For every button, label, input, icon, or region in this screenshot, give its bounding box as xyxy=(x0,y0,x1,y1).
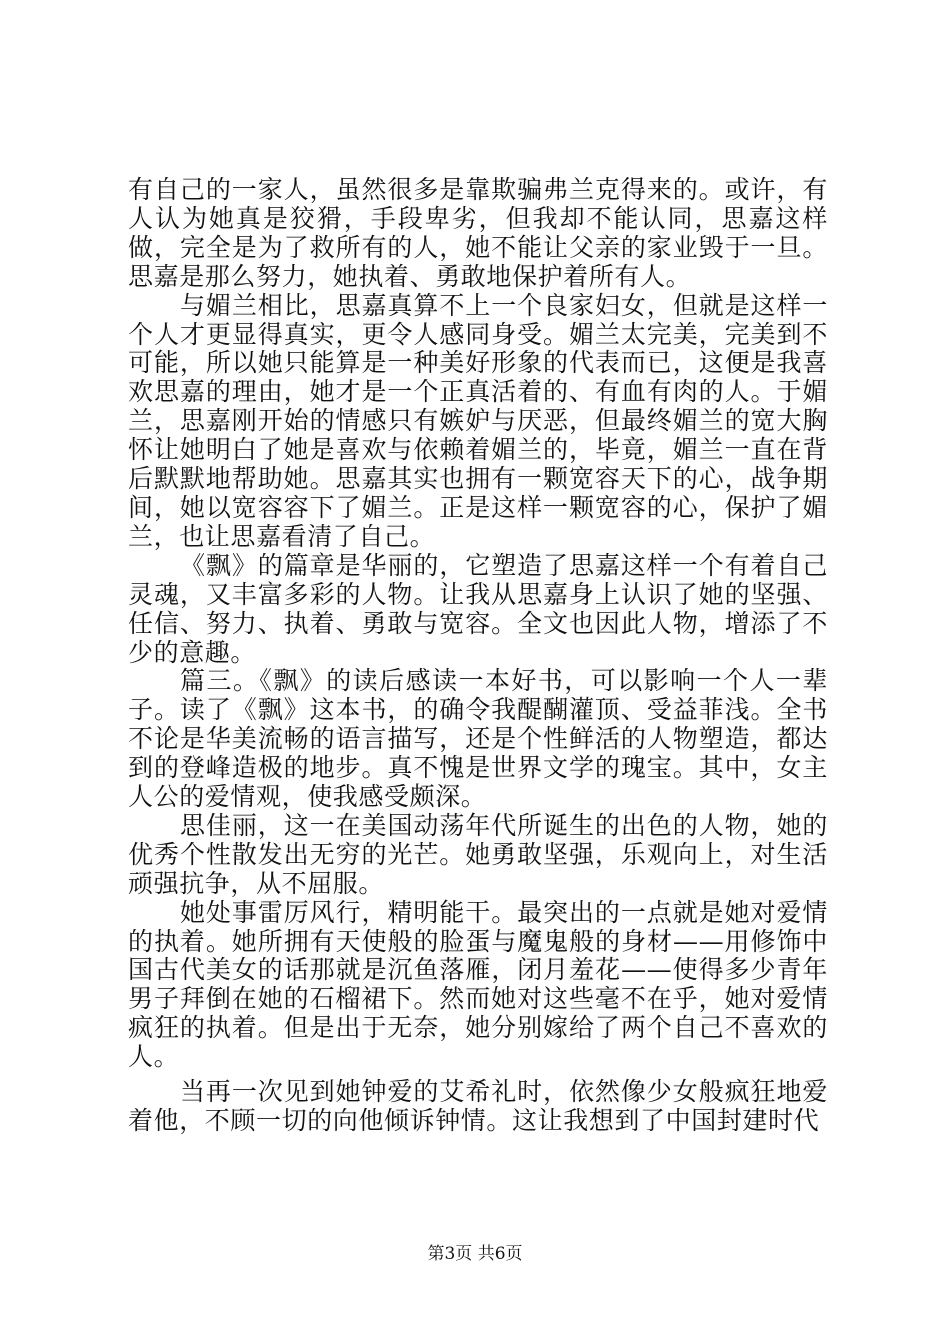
paragraph: 思佳丽，这一在美国动荡年代所诞生的出色的人物，她的优秀个性散发出无穷的光芒。她勇敢坚强，乐观向上，对生活顽强抗争，从不屈服。 xyxy=(128,810,828,898)
paragraph: 与媚兰相比，思嘉真算不上一个良家妇女，但就是这样一个人才更显得真实，更令人感同身受。媚兰太完美，完美到不可能，所以她只能算是一种美好形象的代表而已，这便是我喜欢思嘉的理由，她才是一个正真活着的、有血有肉的人。于媚兰，思嘉刚开始的情感只有嫉妒与厌恶，但最终媚兰的宽大胸怀让她明白了她是喜欢与依赖着媚兰的，毕竟，媚兰一直在背后默默地帮助她。思嘉其实也拥有一颗宽容天下的心，战争期间，她以宽容容下了媚兰。正是这样一颗宽容的心，保护了媚兰，也让思嘉看清了自己。 xyxy=(128,290,828,551)
paragraph: 《飘》的篇章是华丽的，它塑造了思嘉这样一个有着自己灵魂，又丰富多彩的人物。让我从思嘉身上认识了她的坚强、任信、努力、执着、勇敢与宽容。全文也因此人物，增添了不少的意趣。 xyxy=(128,550,828,667)
page-number-footer: 第3页 共6页 xyxy=(427,1244,523,1264)
paragraph: 她处事雷厉风行，精明能干。最突出的一点就是她对爱情的执着。她所拥有天使般的脸蛋与魔鬼般的身材——用修饰中国古代美女的话那就是沉鱼落雁，闭月羞花——使得多少青年男子拜倒在她的石榴裙下。然而她对这些毫不在乎，她对爱情疯狂的执着。但是出于无奈，她分别嫁给了两个自己不喜欢的人。 xyxy=(128,897,828,1072)
document-body xyxy=(128,176,828,1136)
paragraph-continued: 有自己的一家人，虽然很多是靠欺骗弗兰克得来的。或许，有人认为她真是狡猾，手段卑劣，但我却不能认同，思嘉这样做，完全是为了救所有的人，她不能让父亲的家业毁于一旦。思嘉是那么努力，她执着、勇敢地保护着所有人。 xyxy=(128,175,828,291)
paragraph: 当再一次见到她钟爱的艾希礼时，依然像少女般疯狂地爱着他，不顾一切的向他倾诉钟情。这让我想到了中国封建时代 xyxy=(128,1077,828,1135)
paragraph: 篇三。《飘》的读后感读一本好书，可以影响一个人一辈子。读了《飘》这本书，的确令我醍醐灌顶、受益菲浅。全书不论是华美流畅的语言描写，还是个性鲜活的人物塑造，都达到的登峰造极的地步。真不愧是世界文学的瑰宝。其中，女主人公的爱情观，使我感受颇深。 xyxy=(128,666,828,812)
